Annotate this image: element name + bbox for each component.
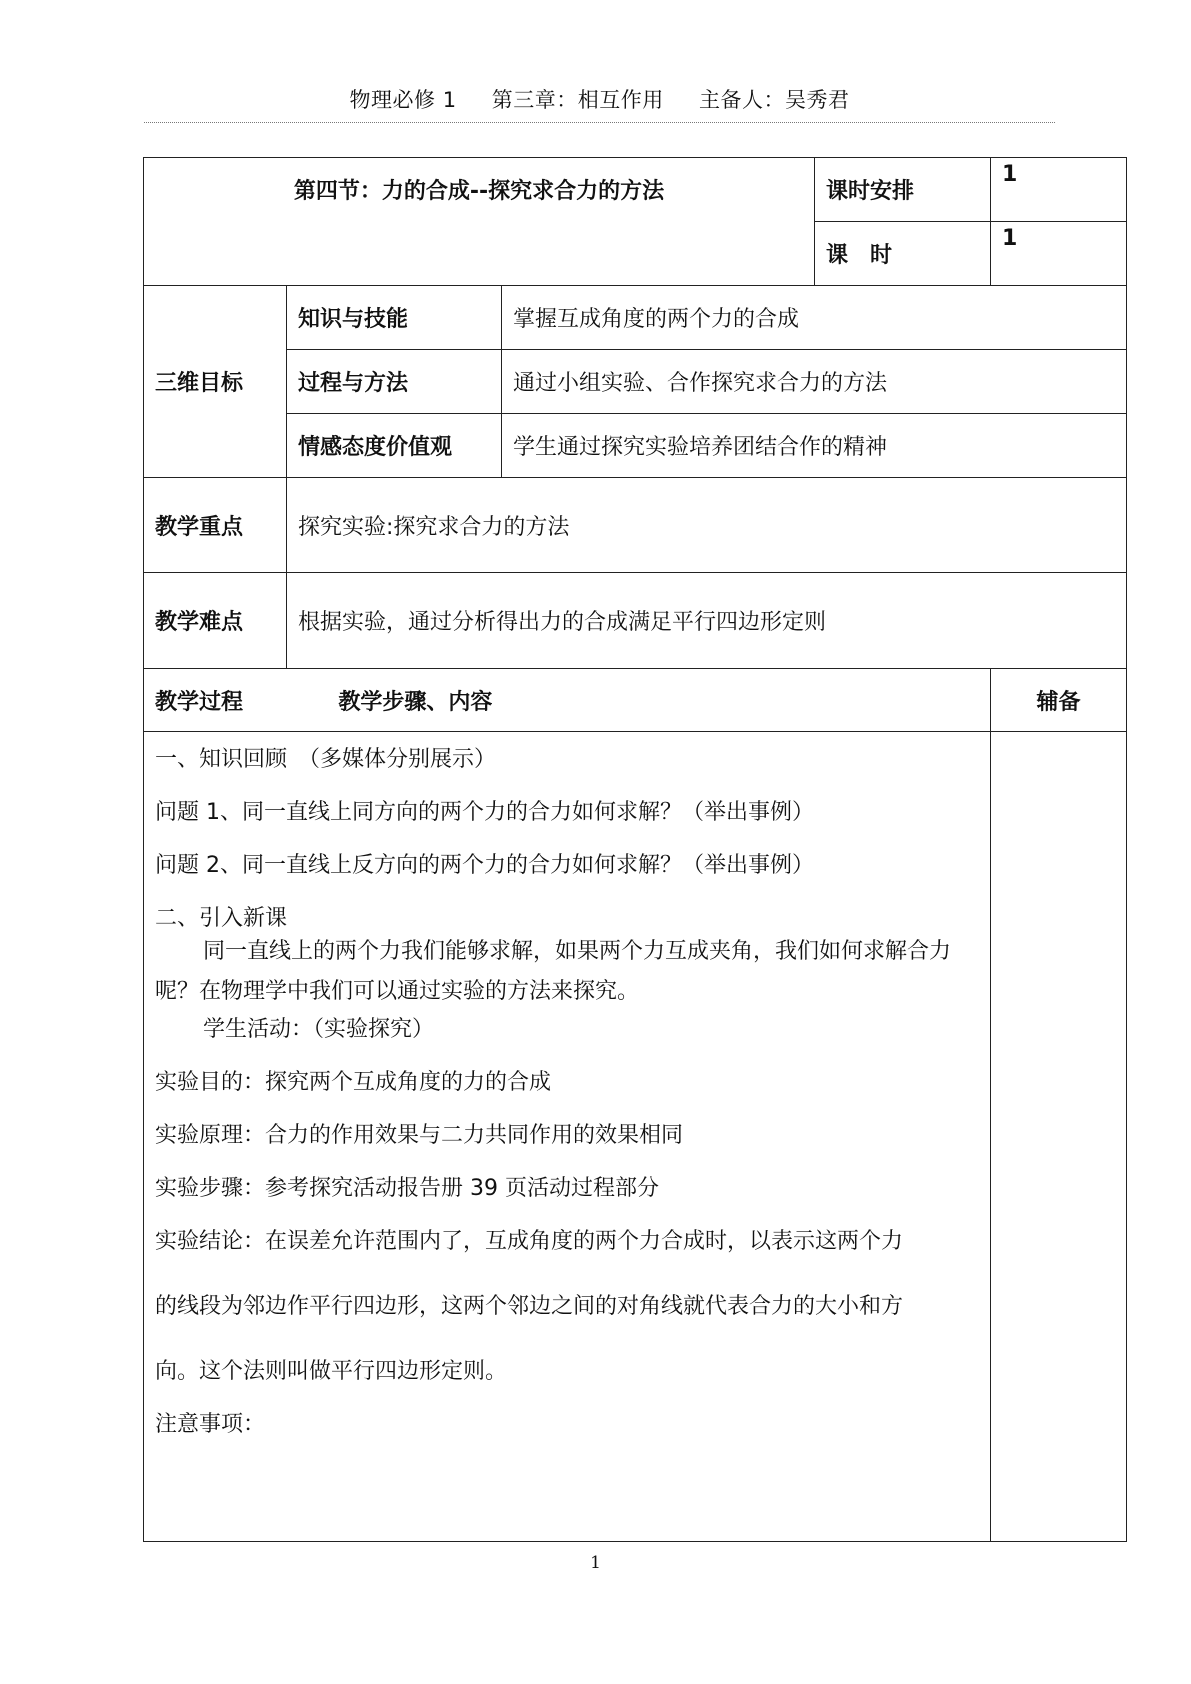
experiment-conclusion: 实验结论：在误差允许范围内了，互成角度的两个力合成时，以表示这两个力 xyxy=(155,1229,904,1254)
process-steps-label: 教学步骤、内容 xyxy=(338,689,493,715)
activity-line: 学生活动：（实验探究） xyxy=(203,1017,435,1042)
experiment-steps: 实验步骤：参考探究活动报告册 39 页活动过程部分 xyxy=(155,1176,659,1201)
process-label: 教学过程 xyxy=(155,689,244,715)
period-value: 1 xyxy=(991,222,1127,286)
section-heading: 二、引入新课 xyxy=(155,906,288,931)
question-line: 问题 2、同一直线上反方向的两个力的合力如何求解？（举出事例） xyxy=(155,853,814,878)
period-label: 课 时 xyxy=(815,222,991,286)
notes-label: 注意事项： xyxy=(155,1412,266,1437)
lesson-title: 第四节：力的合成--探究求合力的方法 xyxy=(144,158,815,286)
objective-category: 情感态度价值观 xyxy=(287,414,502,478)
section-heading: 一、知识回顾 （多媒体分别展示） xyxy=(155,747,497,772)
objective-content: 掌握互成角度的两个力的合成 xyxy=(502,286,1127,350)
question-line: 问题 1、同一直线上同方向的两个力的合力如何求解？（举出事例） xyxy=(155,800,814,825)
header-chapter: 第三章：相互作用 xyxy=(491,88,664,112)
header-subject: 物理必修 1 xyxy=(349,88,457,112)
page-number: 1 xyxy=(590,1553,601,1573)
intro-paragraph: 同一直线上的两个力我们能够求解，如果两个力互成夹角，我们如何求解合力呢？在物理学中我们可以通过实验的方法来探究。 xyxy=(155,939,952,1004)
difficulty-content: 根据实验，通过分析得出力的合成满足平行四边形定则 xyxy=(287,573,1127,669)
page-header xyxy=(144,84,1055,123)
aux-label: 辅备 xyxy=(991,669,1127,732)
experiment-conclusion: 的线段为邻边作平行四边形，这两个邻边之间的对角线就代表合力的大小和方 xyxy=(155,1294,904,1319)
objective-category: 知识与技能 xyxy=(287,286,502,350)
schedule-label: 课时安排 xyxy=(815,158,991,222)
difficulty-label: 教学难点 xyxy=(144,573,287,669)
aux-column xyxy=(991,732,1127,1542)
header-author: 主备人：吴秀君 xyxy=(698,88,850,112)
objectives-label: 三维目标 xyxy=(144,286,287,478)
experiment-conclusion: 向。这个法则叫做平行四边形定则。 xyxy=(155,1359,508,1384)
schedule-value: 1 xyxy=(991,158,1127,222)
process-content xyxy=(144,732,991,1542)
experiment-purpose: 实验目的：探究两个互成角度的力的合成 xyxy=(155,1070,552,1095)
focus-label: 教学重点 xyxy=(144,478,287,573)
objective-category: 过程与方法 xyxy=(287,350,502,414)
focus-content: 探究实验:探究求合力的方法 xyxy=(287,478,1127,573)
objective-content: 学生通过探究实验培养团结合作的精神 xyxy=(502,414,1127,478)
objective-content: 通过小组实验、合作探究求合力的方法 xyxy=(502,350,1127,414)
experiment-principle: 实验原理：合力的作用效果与二力共同作用的效果相同 xyxy=(155,1123,684,1148)
lesson-plan-table xyxy=(143,157,1127,1542)
process-header xyxy=(144,669,991,732)
